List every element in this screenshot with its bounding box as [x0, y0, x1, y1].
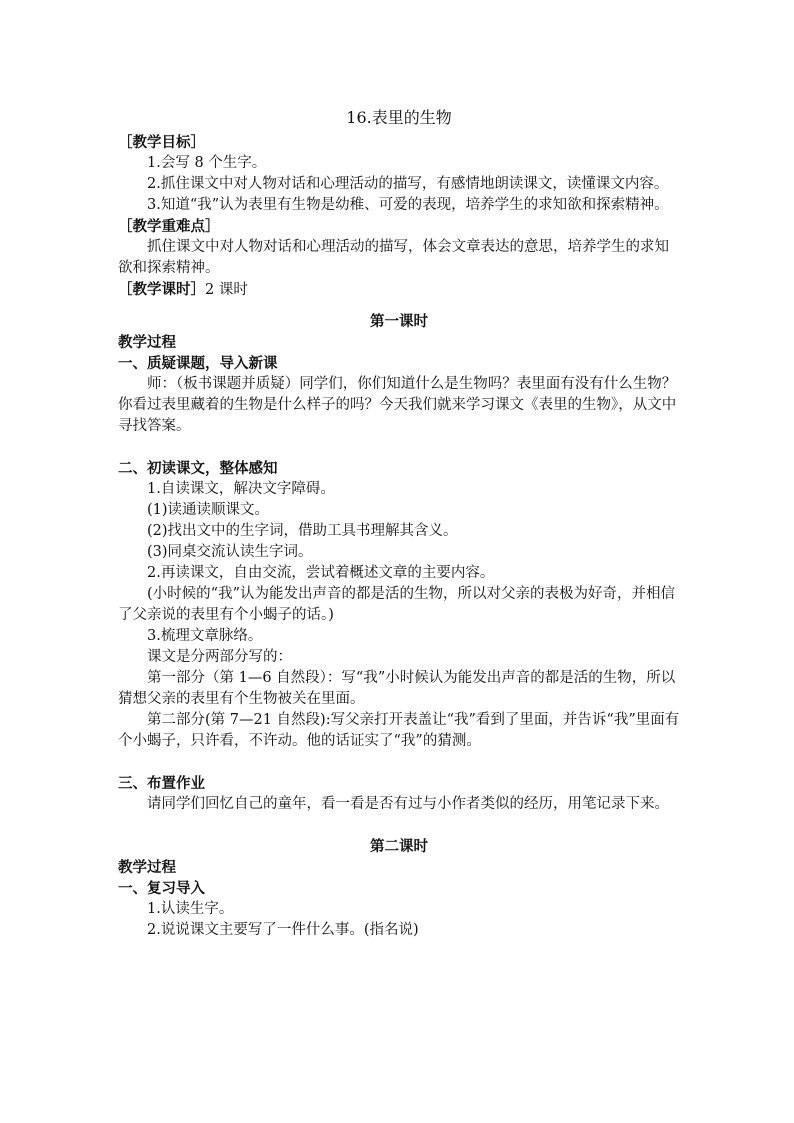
list-item: 3.梳理文章脉络。	[147, 628, 263, 644]
hours-value: 2 课时	[205, 282, 248, 298]
list-item: 2.说说课文主要写了一件什么事。(指名说)	[147, 922, 419, 938]
lesson1-heading: 第一课时	[370, 313, 428, 330]
hours-line	[118, 279, 680, 301]
part-text: 第一部分（第 1—6 自然段）：写“我”小时候认为能发出声音的都是活的生物，所以猜想父亲的表里有个生物被关在里面。	[118, 670, 676, 707]
lesson1-process: 教学过程	[118, 334, 176, 351]
note-text: (小时候的“我”认为能发出声音的都是活的生物，所以对父亲的表极为好奇，并相信了父亲说的表里有个小蝎子的话。)	[118, 586, 675, 623]
list-item: 1.自读课文，解决文字障碍。	[147, 481, 335, 497]
section-heading: 一、复习导入	[118, 880, 205, 897]
keypoints-heading: ［教学重难点］	[118, 218, 220, 235]
list-item: 2.再读课文，自由交流，尝试着概述文章的主要内容。	[147, 565, 495, 581]
list-item: (3)同桌交流认读生字词。	[147, 544, 313, 560]
goal-item: 3.知道“我”认为表里有生物是幼稚、可爱的表现，培养学生的求知欲和探索精神。	[147, 197, 669, 213]
section-heading: 三、布置作业	[118, 775, 205, 792]
goal-item: 1.会写 8 个生字。	[147, 155, 267, 171]
list-item: 课文是分两部分写的：	[147, 649, 292, 665]
page-title: 16.表里的生物	[346, 108, 452, 127]
list-item: 1.认读生字。	[147, 901, 234, 917]
section-heading: 一、质疑课题，导入新课	[118, 355, 278, 372]
section-heading: 二、初读课文，整体感知	[118, 460, 278, 477]
hours-heading: ［教学课时］	[118, 281, 205, 298]
section-text: 请同学们回忆自己的童年，看一看是否有过与小作者类似的经历，用笔记录下来。	[147, 796, 669, 812]
keypoints-text: 抓住课文中对人物对话和心理活动的描写，体会文章表达的意思，培养学生的求知欲和探索精神。	[118, 239, 669, 276]
lesson2-process: 教学过程	[118, 859, 176, 876]
document-body	[118, 106, 680, 941]
goals-heading: ［教学目标］	[118, 134, 205, 151]
list-item: (1)读通读顺课文。	[147, 502, 270, 518]
section-text: 师：（板书课题并质疑）同学们，你们知道什么是生物吗？表里面有没有什么生物？你看过表里藏着的生物是什么样子的吗？今天我们就来学习课文《表里的生物》，从文中寻找答案。	[118, 376, 677, 434]
part-text: 第二部分(第 7—21 自然段):写父亲打开表盖让“我”看到了里面，并告诉“我”里面有个小蝎子，只许看，不许动。他的话证实了“我”的猜测。	[118, 712, 680, 749]
lesson2-heading: 第二课时	[370, 838, 428, 855]
list-item: (2)找出文中的生字词，借助工具书理解其含义。	[147, 523, 458, 539]
goal-item: 2.抓住课文中对人物对话和心理活动的描写，有感情地朗读课文，读懂课文内容。	[147, 176, 669, 192]
